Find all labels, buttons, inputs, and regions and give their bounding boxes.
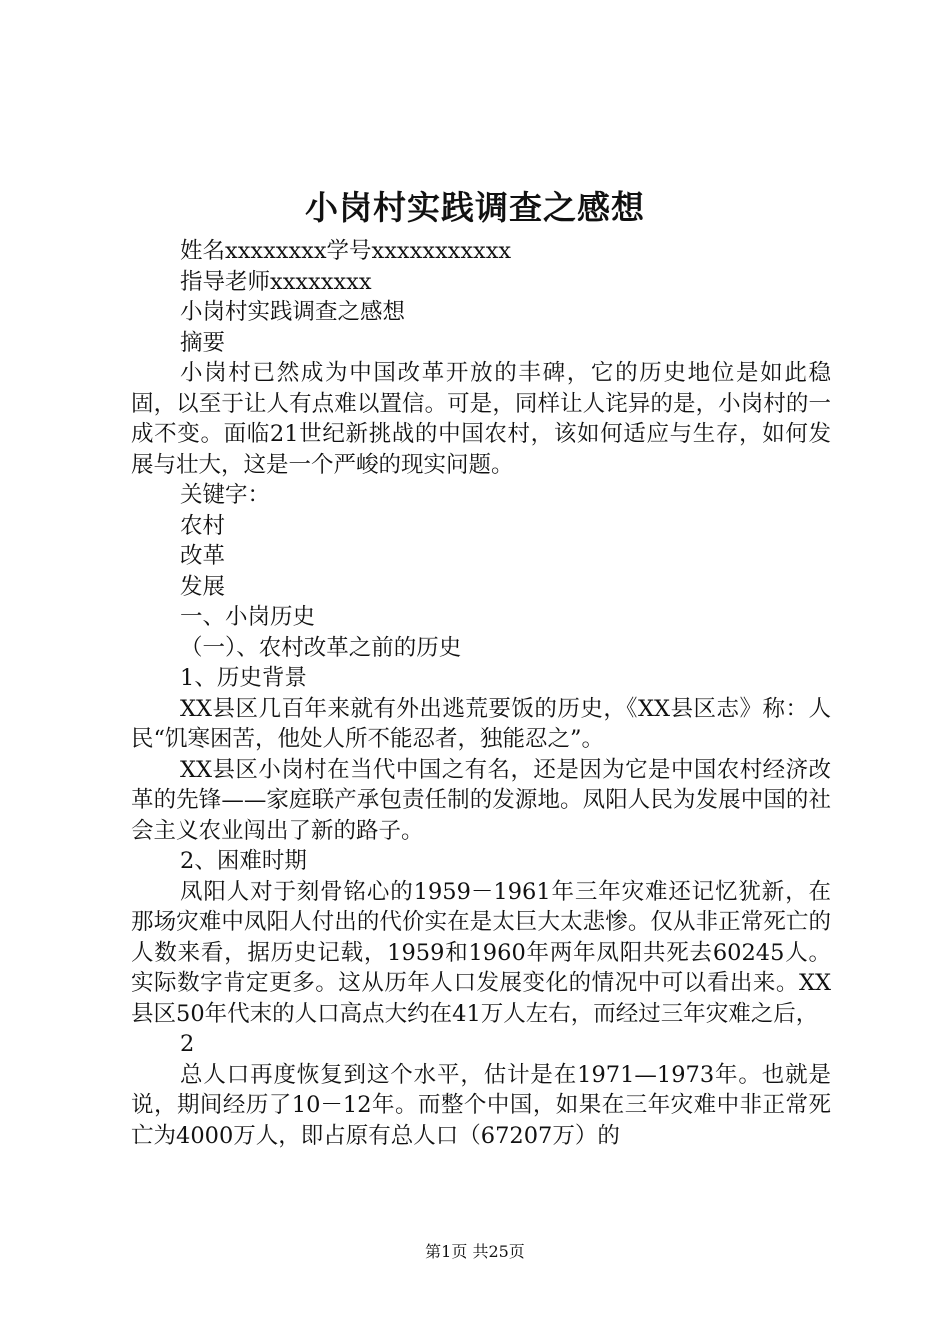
abstract-paragraph: 小岗村已然成为中国改革开放的丰碑，它的历史地位是如此稳固，以至于让人有点难以置信。可是，同样让人诧异的是，小岗村的一成不变。面临21世纪新挑战的中国农村，该如何适应与生存，如何发展与壮大，这是一个严峻的现实问题。 xyxy=(131,360,831,478)
section-heading: 一、小岗历史 xyxy=(180,604,316,630)
page-footer: 第1页 共25页 xyxy=(425,1242,525,1261)
item-heading: 1、历史背景 xyxy=(180,665,307,691)
document-body xyxy=(131,236,831,1151)
author-line: 姓名xxxxxxxx学号xxxxxxxxxxx xyxy=(180,238,512,264)
body-paragraph: XX县区小岗村在当代中国之有名，还是因为它是中国农村经济改革的先锋——家庭联产承包责任制的发源地。凤阳人民为发展中国的社会主义农业闯出了新的路子。 xyxy=(131,756,831,844)
keyword-item: 发展 xyxy=(180,573,226,600)
subsection-heading: （一）、农村改革之前的历史 xyxy=(180,634,462,661)
inline-number: 2 xyxy=(180,1031,195,1057)
document-title: 小岗村实践调查之感想 xyxy=(305,188,645,227)
abstract-heading: 摘要 xyxy=(180,329,226,356)
body-paragraph: XX县区几百年来就有外出逃荒要饭的历史，《XX县区志》称：人民“饥寒困苦，他处人所不能忍者，独能忍之”。 xyxy=(131,695,831,752)
subtitle-line: 小岗村实践调查之感想 xyxy=(180,299,406,325)
keyword-item: 改革 xyxy=(180,543,226,569)
keywords-heading: 关键字： xyxy=(180,482,271,508)
advisor-line: 指导老师xxxxxxxx xyxy=(180,268,372,295)
body-paragraph: 凤阳人对于刻骨铭心的1959－1961年三年灾难还记忆犹新，在那场灾难中凤阳人付出的代价实在是太巨大太悲惨。仅从非正常死亡的人数来看，据历史记载，1959和1960年两年凤阳共死去60245人。实际数字肯定更多。这从历年人口发展变化的情况中可以看出来。XX县区50年代末的人口高点大约在41万人左右，而经过三年灾难之后， xyxy=(131,878,831,1027)
item-heading: 2、困难时期 xyxy=(180,848,307,874)
keyword-item: 农村 xyxy=(180,512,226,539)
body-paragraph: 总人口再度恢复到这个水平，估计是在1971—1973年。也就是说，期间经历了10－12年。而整个中国，如果在三年灾难中非正常死亡为4000万人，即占原有总人口（67207万）的 xyxy=(131,1061,831,1149)
